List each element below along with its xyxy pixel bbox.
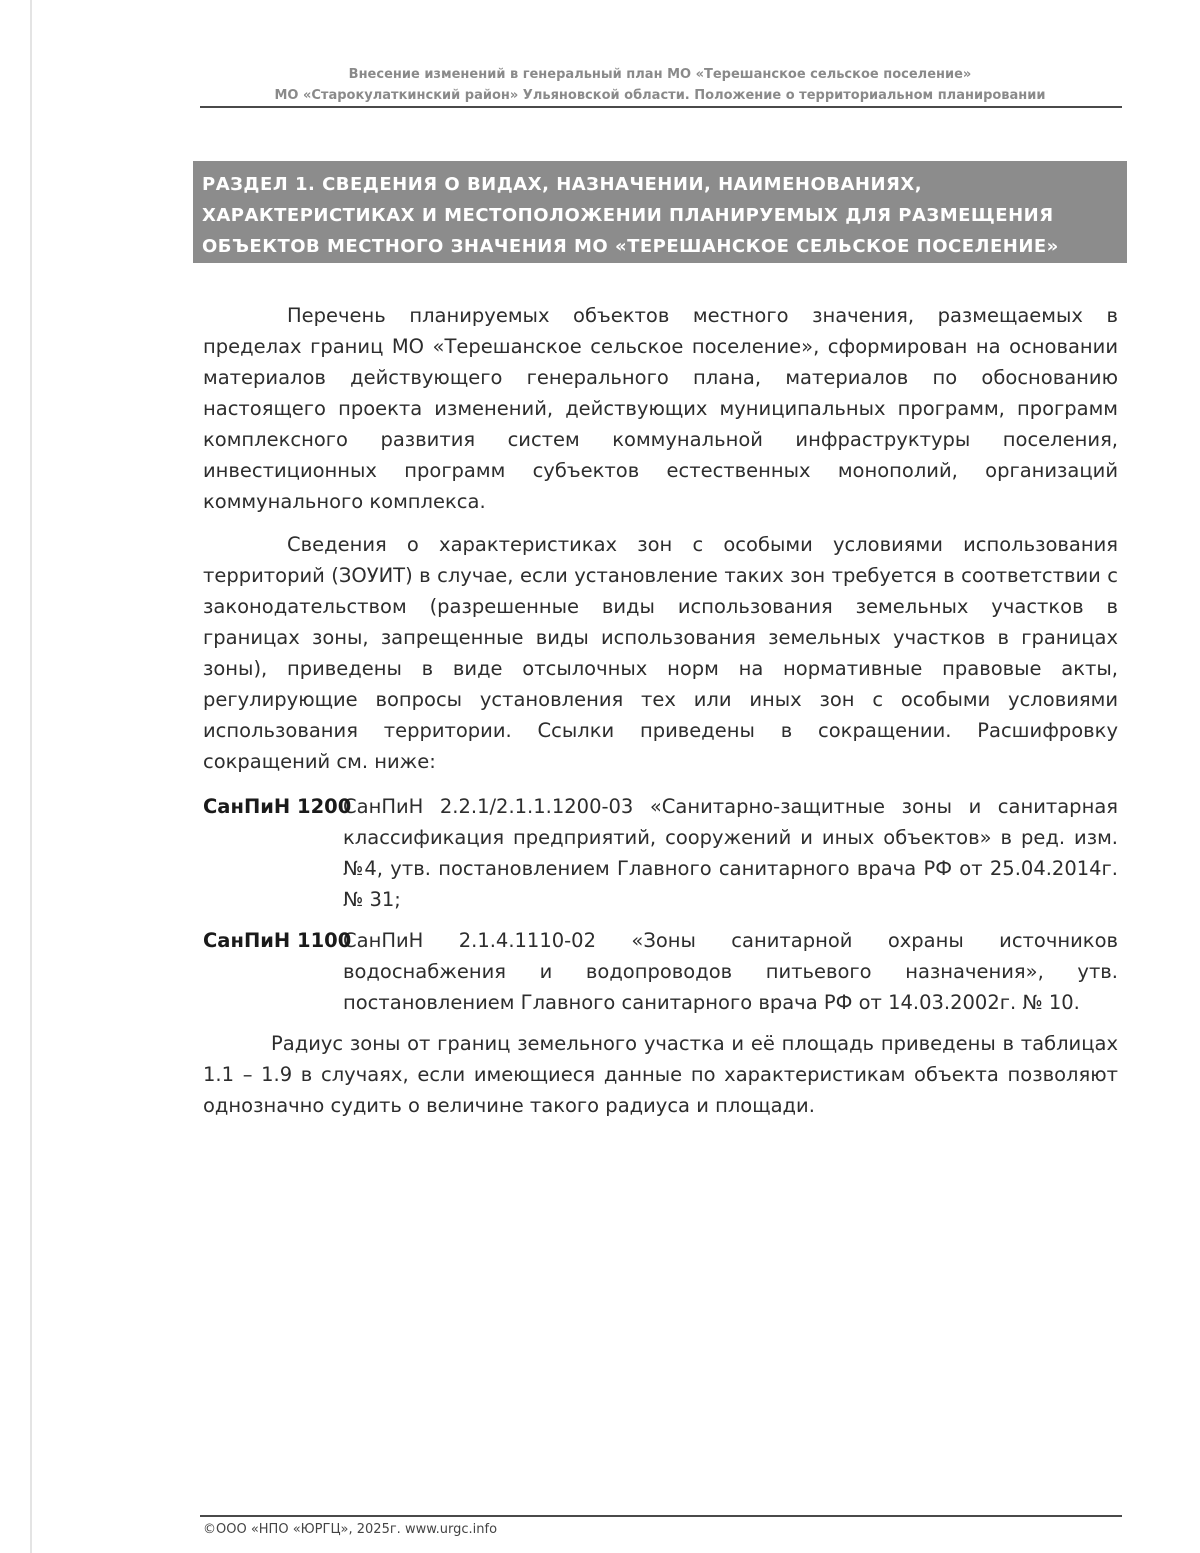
reference-abbreviation: СанПиН 1200 <box>203 795 352 818</box>
scan-edge-line <box>30 0 32 1553</box>
reference-entry <box>203 791 1118 915</box>
section-title: РАЗДЕЛ 1. СВЕДЕНИЯ О ВИДАХ, НАЗНАЧЕНИИ, НАИМЕНОВАНИЯХ, ХАРАКТЕРИСТИКАХ И МЕСТОПОЛОЖЕНИИ ПЛАНИРУЕМЫХ ДЛЯ РАЗМЕЩЕНИЯ ОБЪЕКТОВ МЕСТНОГО ЗНАЧЕНИЯ МО «ТЕРЕШАНСКОЕ СЕЛЬСКОЕ ПОСЕЛЕНИЕ» <box>202 174 1059 257</box>
paragraph-zone-radius: Радиус зоны от границ земельного участка и её площадь приведены в таблицах 1.1 – 1.9 в случаях, если имеющиеся данные по характеристикам объекта позволяют однозначно судить о величине такого радиуса и площади. <box>203 1032 1118 1117</box>
header-divider <box>200 106 1122 108</box>
footer-divider <box>200 1515 1122 1517</box>
reference-description: СанПиН 2.1.4.1110-02 «Зоны санитарной охраны источников водоснабжения и водопроводов питьевого назначения», утв. постановлением Главного санитарного врача РФ от 14.03.2002г. № 10. <box>343 929 1118 1014</box>
section-heading-band <box>193 161 1127 263</box>
reference-entry <box>203 925 1118 1018</box>
paragraph-zones-info: Сведения о характеристиках зон с особыми условиями использования территорий (ЗОУИТ) в случае, если установление таких зон требуется в соответствии с законодательством (разрешенные виды использования земельных участков в границах зоны, запрещенные виды использования земельных участков в границах зоны), приведены в виде отсылочных норм на нормативные правовые акты, регулирующие вопросы установления тех или иных зон с особыми условиями использования территории. Ссылки приведены в сокращении. Расшифровку сокращений см. ниже: <box>203 533 1118 773</box>
footer-copyright: ©ООО «НПО «ЮРГЦ», 2025г. www.urgc.info <box>203 1522 498 1537</box>
reference-abbreviation: СанПиН 1100 <box>203 929 352 952</box>
paragraph-objects-list: Перечень планируемых объектов местного значения, размещаемых в пределах границ МО «Терешанское сельское поселение», сформирован на основании материалов действующего генерального плана, материалов по обоснованию настоящего проекта изменений, действующих муниципальных программ, программ комплексного развития систем коммунальной инфраструктуры поселения, инвестиционных программ субъектов естественных монополий, организаций коммунального комплекса. <box>203 304 1118 513</box>
reference-description: СанПиН 2.2.1/2.1.1.1200-03 «Санитарно-защитные зоны и санитарная классификация предприятий, сооружений и иных объектов» в ред. изм. №4, утв. постановлением Главного санитарного врача РФ от 25.04.2014г. № 31; <box>343 795 1118 911</box>
running-header-line-1: Внесение изменений в генеральный план МО «Терешанское сельское поселение» <box>348 67 972 82</box>
running-header-line-2: МО «Старокулаткинский район» Ульяновской области. Положение о территориальном планировании <box>274 88 1046 103</box>
running-header <box>200 64 1120 106</box>
